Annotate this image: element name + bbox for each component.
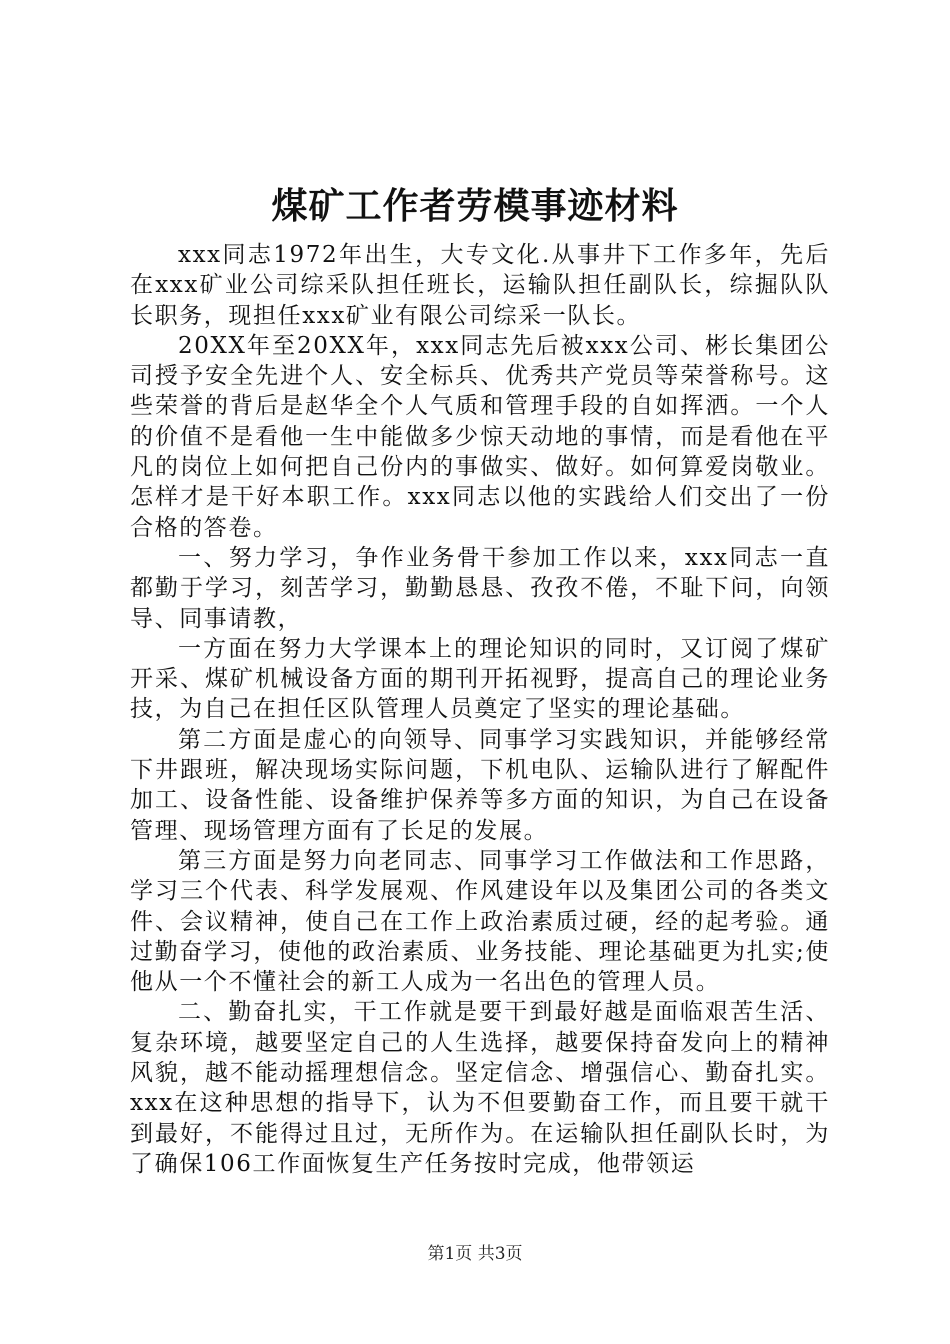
paragraph: 一、努力学习，争作业务骨干参加工作以来，xxx同志一直都勤于学习，刻苦学习，勤勤恳恳、孜孜不倦，不耻下问，向领导、同事请教， [130, 544, 830, 632]
paragraph: 20XX年至20XX年，xxx同志先后被xxx公司、彬长集团公司授予安全先进个人、安全标兵、优秀共产党员等荣誉称号。这些荣誉的背后是赵华全个人气质和管理手段的自如挥洒。一个人的价值不是看他一生中能做多少惊天动地的事情，而是看他在平凡的岗位上如何把自己份内的事做实、做好。如何算爱岗敬业。怎样才是干好本职工作。xxx同志以他的实践给人们交出了一份合格的答卷。 [130, 332, 830, 541]
paragraph: 第三方面是努力向老同志、同事学习工作做法和工作思路，学习三个代表、科学发展观、作风建设年以及集团公司的各类文件、会议精神，使自己在工作上政治素质过硬，经的起考验。通过勤奋学习，使他的政治素质、业务技能、理论基础更为扎实;使他从一个不懂社会的新工人成为一名出色的管理人员。 [130, 847, 830, 996]
page-number-footer: 第1页 共3页 [427, 1244, 523, 1264]
paragraph: 第二方面是虚心的向领导、同事学习实践知识，并能够经常下井跟班，解决现场实际问题，下机电队、运输队进行了解配件加工、设备性能、设备维护保养等多方面的知识，为自己在设备管理、现场管理方面有了长足的发展。 [130, 726, 830, 844]
document-title: 煤矿工作者劳模事迹材料 [271, 185, 679, 227]
paragraph: xxx同志1972年出生，大专文化.从事井下工作多年，先后在xxx矿业公司综采队担任班长，运输队担任副队长，综掘队队长职务，现担任xxx矿业有限公司综采一队长。 [130, 242, 830, 329]
paragraph: 二、勤奋扎实，干工作就是要干到最好越是面临艰苦生活、复杂环境，越要坚定自己的人生选择，越要保持奋发向上的精神风貌，越不能动摇理想信念。坚定信念、增强信心、勤奋扎实。xxx在这种思想的指导下，认为不但要勤奋工作，而且要干就干到最好，不能得过且过，无所作为。在运输队担任副队长时，为了确保106工作面恢复生产任务按时完成，他带领运 [130, 999, 830, 1177]
document-body [130, 240, 830, 1179]
paragraph: 一方面在努力大学课本上的理论知识的同时，又订阅了煤矿开采、煤矿机械设备方面的期刊开拓视野，提高自己的理论业务技，为自己在担任区队管理人员奠定了坚实的理论基础。 [130, 635, 830, 723]
